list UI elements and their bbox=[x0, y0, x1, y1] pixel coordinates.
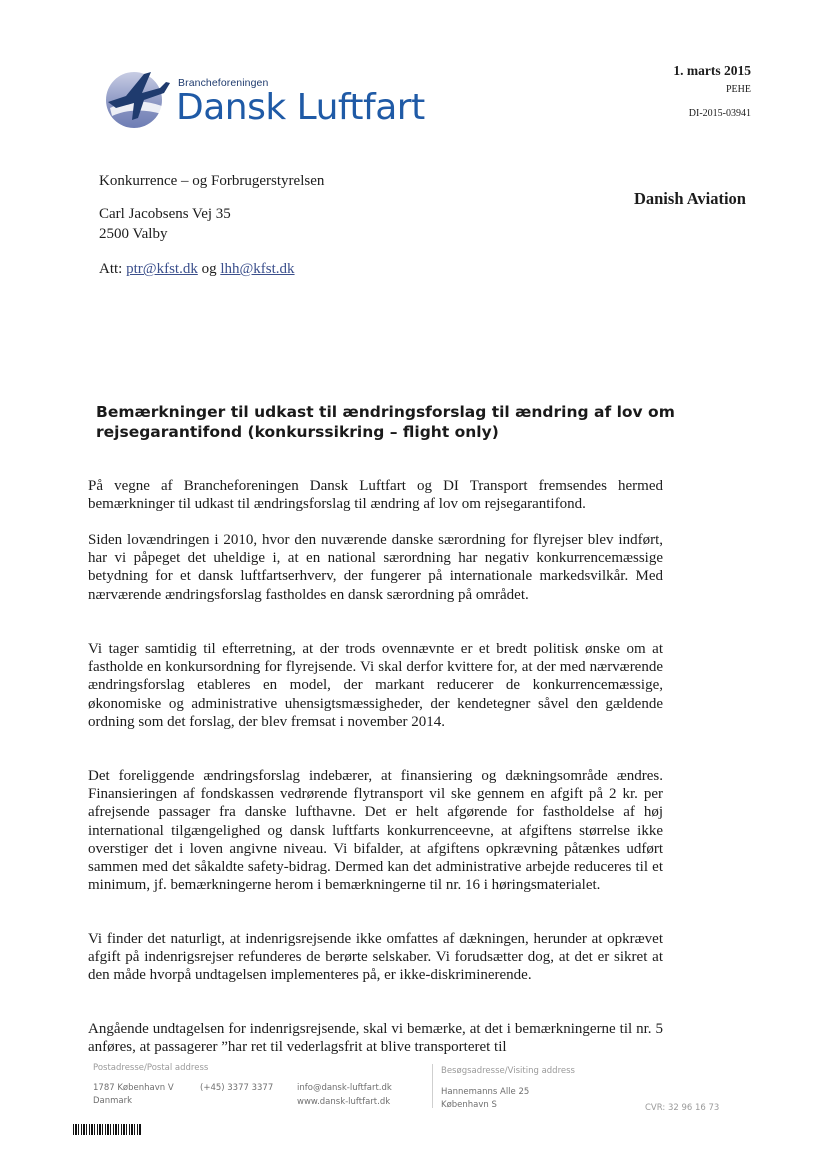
footer-postal-label: Postadresse/Postal address bbox=[93, 1063, 209, 1073]
recipient-organization: Konkurrence – og Forbrugerstyrelsen bbox=[99, 173, 325, 189]
body-paragraph: Siden lovændringen i 2010, hvor den nuværende danske særordning for flyrejser blev indført, har vi påpeget det uheldige i, at en national særordning har negativ konkurrencemæssige betydning for et dansk luftfartserhverv, der fungerer på internationale markedsvilkår. Med nærværende ændringsforslag fastholdes en dansk særordning på området. bbox=[88, 532, 663, 603]
footer-visiting-label: Besøgsadresse/Visiting address bbox=[441, 1066, 575, 1076]
email-link-ptr[interactable]: ptr@kfst.dk bbox=[126, 261, 198, 277]
barcode-icon bbox=[73, 1124, 141, 1135]
email-link-lhh[interactable]: lhh@kfst.dk bbox=[220, 261, 295, 277]
airplane-logo-icon bbox=[104, 62, 170, 130]
footer-website[interactable]: www.dansk-luftfart.dk bbox=[297, 1097, 391, 1107]
body-paragraph: Vi finder det naturligt, at indenrigsrejsende ikke omfattes af dækningen, herunder at opkrævet afgift på indenrigsrejser refunderes de berørte selskaber. Vi forudsætter dog, at det er sikret at den måde hvorpå undtagelsen implementeres på, er ikke-diskriminerende. bbox=[88, 931, 663, 984]
logo-wordmark: Dansk Luftfart bbox=[176, 87, 425, 128]
recipient-street: Carl Jacobsens Vej 35 bbox=[99, 206, 231, 222]
body-paragraph: Angående undtagelsen for indenrigsrejsende, skal vi bemærke, at det i bemærkningerne til nr. 5 anføres, at passagerer ”har ret til vederlagsfrit at blive transporteret til bbox=[88, 1021, 663, 1056]
author-initials: PEHE bbox=[726, 84, 751, 95]
letter-date: 1. marts 2015 bbox=[673, 63, 751, 78]
footer-postal-country: Danmark bbox=[93, 1096, 133, 1106]
footer-visiting-street: Hannemanns Alle 25 bbox=[441, 1087, 530, 1097]
body-paragraph: På vegne af Brancheforeningen Dansk Luftfart og DI Transport fremsendes hermed bemærkninger til udkast til ændringsforslag til ændring af lov om rejsegarantifond. bbox=[88, 478, 663, 513]
footer-divider bbox=[432, 1064, 433, 1108]
letter-subject: Bemærkninger til udkast til ændringsforslag til ændring af lov om rejsegarantifond (konkurssikring – flight only) bbox=[96, 403, 675, 441]
footer-phone: (+45) 3377 3377 bbox=[200, 1083, 274, 1093]
footer-email[interactable]: info@dansk-luftfart.dk bbox=[297, 1083, 392, 1093]
logo bbox=[104, 62, 444, 134]
body-paragraph: Vi tager samtidig til efterretning, at der trods ovennævnte er et bredt politisk ønske om at fastholde en konkursordning for flyrejsende. Vi skal derfor kvittere for, at der med nærværende ændringsforslag etableres en model, der markant reducerer de konkurrencemæssige, økonomiske og administrative uhensigtsmæssigheder, der kendetegner såvel den gældende ordning som det forslag, der blev fremsat i november 2014. bbox=[88, 641, 663, 730]
footer-cvr-number: CVR: 32 96 16 73 bbox=[645, 1103, 720, 1113]
attention-joiner: og bbox=[197, 261, 221, 277]
reference-number: DI-2015-03941 bbox=[688, 108, 751, 119]
logo-tagline: Brancheforeningen bbox=[178, 77, 269, 89]
footer-postal-city: 1787 København V bbox=[93, 1083, 174, 1093]
recipient-city: 2500 Valby bbox=[99, 226, 168, 242]
attention-line bbox=[99, 261, 295, 278]
attention-label: Att: bbox=[99, 261, 127, 277]
footer-visiting-city: København S bbox=[441, 1100, 497, 1110]
sender-name: Danish Aviation bbox=[633, 189, 746, 208]
body-paragraph: Det foreliggende ændringsforslag indebærer, at finansiering og dækningsområde ændres. Finansieringen af fondskassen vedrørende flytransport vil ske gennem en afgift på 2 kr. per afrejsende passager fra danske lufthavne. Det er helt afgørende for fastholdelse af høj international tilgængelighed og dansk luftfarts konkurrenceevne, at afgiftens størrelse ikke overstiger det i loven angivne niveau. Vi bifalder, at afgiftens opkrævning påtænkes udført sammen med det såkaldte safety-bidrag. Dermed kan det administrative arbejde reduceres til et minimum, jf. bemærkningerne herom i bemærkningerne til nr. 16 i høringsmaterialet. bbox=[88, 768, 663, 894]
